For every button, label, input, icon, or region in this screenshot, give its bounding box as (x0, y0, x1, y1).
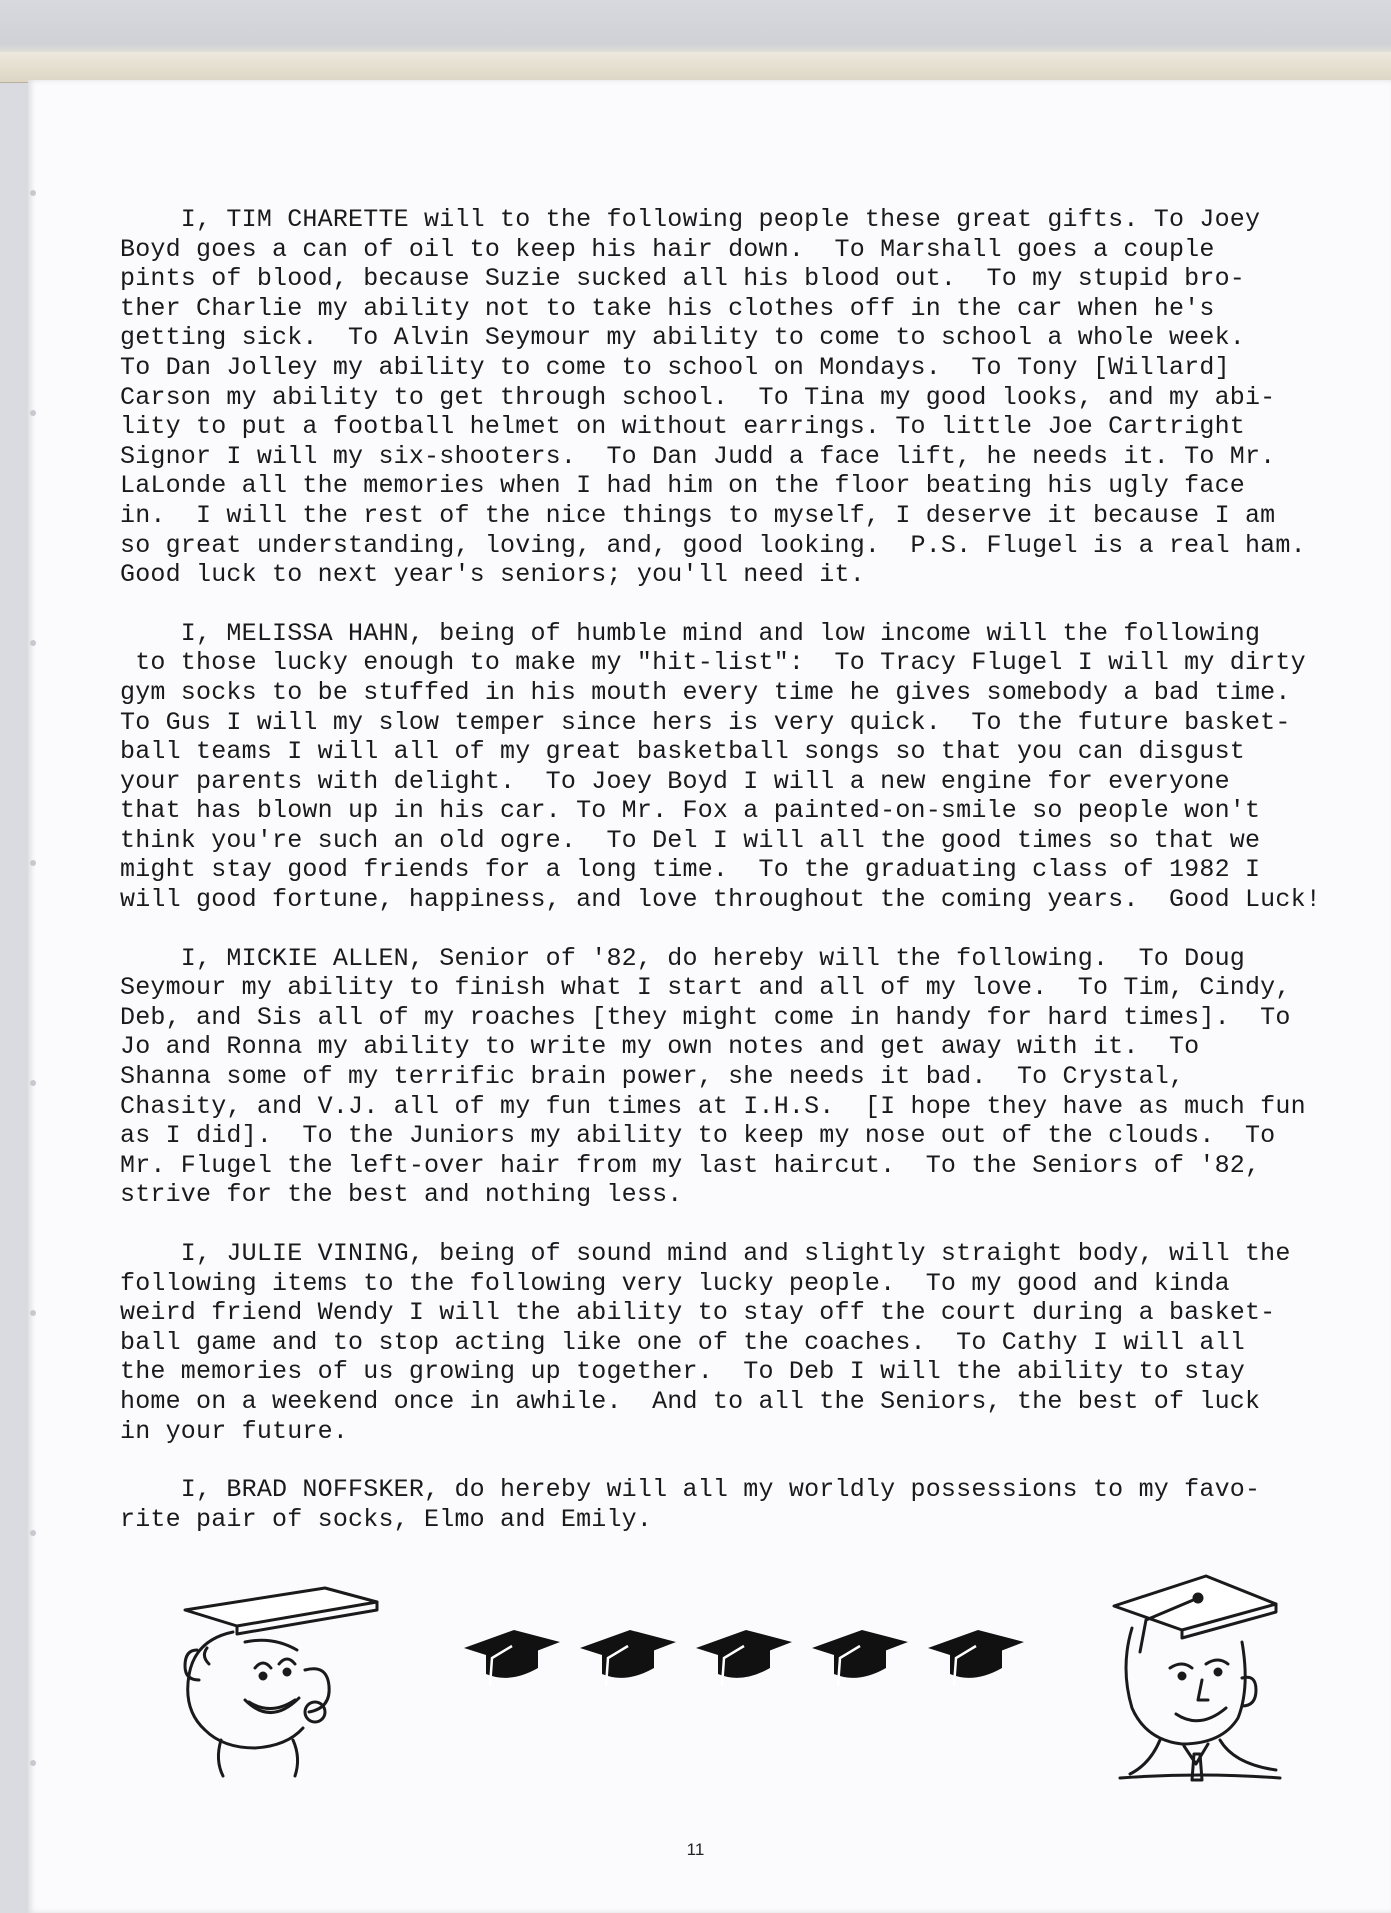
text-line: I, MELISSA HAHN, being of humble mind and low income will the following (120, 618, 1261, 648)
text-line: in your future. (120, 1416, 349, 1446)
text-line: ther Charlie my ability not to take his clothes off in the car when he's (120, 293, 1215, 323)
will-paragraph-julie-vining (120, 1239, 1300, 1446)
text-line: Mr. Flugel the left-over hair from my last haircut. To the Seniors of '82, (120, 1150, 1261, 1180)
will-paragraph-brad-noffsker (120, 1475, 1300, 1534)
text-line: To Gus I will my slow temper since hers is very quick. To the future basket- (120, 707, 1291, 737)
text-line: might stay good friends for a long time. To the graduating class of 1982 I (120, 855, 1261, 885)
text-line: rite pair of socks, Elmo and Emily. (120, 1504, 653, 1534)
text-line: the memories of us growing up together. To Deb I will the ability to stay (120, 1357, 1245, 1387)
text-line: Chasity, and V.J. all of my fun times at I.H.S. [I hope they have as much fun (120, 1091, 1306, 1121)
text-line: lity to put a football helmet on without earrings. To little Joe Cartright (120, 412, 1245, 442)
text-line: strive for the best and nothing less. (120, 1180, 683, 1210)
senior-wills-text (120, 205, 1321, 1563)
text-line: your parents with delight. To Joey Boyd I will a new engine for everyone (120, 766, 1230, 796)
text-line: following items to the following very lucky people. To my good and kinda (120, 1268, 1230, 1298)
text-line: Deb, and Sis all of my roaches [they might come in handy for hard times]. To (120, 1002, 1291, 1032)
binding-tape (0, 52, 1391, 83)
text-line: so great understanding, loving, and, good looking. P.S. Flugel is a real ham. (120, 530, 1306, 560)
will-paragraph-melissa-hahn (120, 618, 1321, 915)
graduation-cap-icon (696, 1630, 792, 1686)
text-line: I, BRAD NOFFSKER, do hereby will all my worldly possessions to my favo- (120, 1475, 1261, 1505)
text-line: Jo and Ronna my ability to write my own notes and get away with it. To (120, 1032, 1200, 1062)
text-line: I, MICKIE ALLEN, Senior of '82, do hereby will the following. To Doug (120, 943, 1245, 973)
graduation-cap-icon (812, 1630, 908, 1686)
text-line: pints of blood, because Suzie sucked all his blood out. To my stupid bro- (120, 264, 1245, 294)
binding-holes (28, 80, 40, 1913)
girl-graduate-cartoon (175, 1580, 385, 1780)
text-line: will good fortune, happiness, and love throughout the coming years. Good Luck! (120, 885, 1321, 915)
text-line: Seymour my ability to finish what I start and all of my love. To Tim, Cindy, (120, 973, 1291, 1003)
will-paragraph-mickie-allen (120, 943, 1306, 1210)
text-line: Carson my ability to get through school. To Tina my good looks, and my abi- (120, 382, 1276, 412)
text-line: Boyd goes a can of oil to keep his hair down. To Marshall goes a couple (120, 234, 1215, 264)
text-line: that has blown up in his car. To Mr. Fox a painted-on-smile so people won't (120, 796, 1261, 826)
text-line: I, TIM CHARETTE will to the following people these great gifts. To Joey (120, 205, 1261, 234)
page-number: 11 (686, 1840, 705, 1859)
text-line: getting sick. To Alvin Seymour my ability to come to school a whole week. (120, 323, 1245, 353)
text-line: To Dan Jolley my ability to come to school on Mondays. To Tony [Willard] (120, 352, 1230, 382)
graduation-cap-icon (464, 1630, 560, 1686)
text-line: LaLonde all the memories when I had him on the floor beating his ugly face (120, 471, 1245, 501)
text-line: home on a weekend once in awhile. And to all the Seniors, the best of luck (120, 1386, 1261, 1416)
graduation-cap-icon (580, 1630, 676, 1686)
text-line: as I did]. To the Juniors my ability to keep my nose out of the clouds. To (120, 1121, 1276, 1151)
text-line: think you're such an old ogre. To Del I will all the good times so that we (120, 825, 1261, 855)
text-line: I, JULIE VINING, being of sound mind and slightly straight body, will the (120, 1239, 1291, 1268)
text-line: Signor I will my six-shooters. To Dan Judd a face lift, he needs it. To Mr. (120, 441, 1276, 471)
text-line: weird friend Wendy I will the ability to stay off the court during a basket- (120, 1298, 1276, 1328)
text-line: Good luck to next year's seniors; you'll need it. (120, 560, 865, 590)
graduation-cap-icon (928, 1630, 1024, 1686)
text-line: ball teams I will all of my great basketball songs so that you can disgust (120, 737, 1245, 767)
text-line: in. I will the rest of the nice things to myself, I deserve it because I am (120, 500, 1276, 530)
boy-graduate-cartoon (1110, 1568, 1290, 1783)
text-line: to those lucky enough to make my "hit-list": To Tracy Flugel I will my dirty (120, 648, 1306, 678)
will-paragraph-tim-charette (120, 205, 1306, 590)
text-line: Shanna some of my terrific brain power, she needs it bad. To Crystal, (120, 1062, 1185, 1092)
graduation-caps-row (462, 1618, 1028, 1700)
text-line: gym socks to be stuffed in his mouth every time he gives somebody a bad time. (120, 677, 1291, 707)
text-line: ball game and to stop acting like one of the coaches. To Cathy I will all (120, 1327, 1245, 1357)
